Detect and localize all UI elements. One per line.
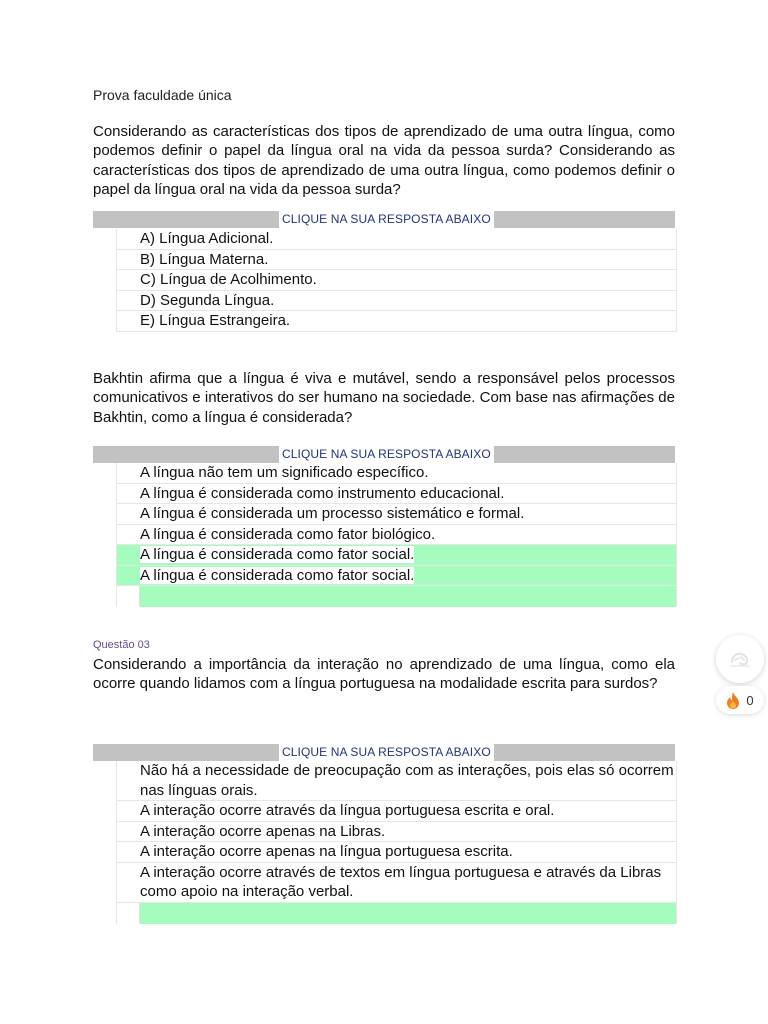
answer-header-1-label: CLIQUE NA SUA RESPOSTA ABAIXO [279,211,494,228]
document-title: Prova faculdade única [93,87,232,103]
fire-icon [726,692,740,709]
answer-list-3 [116,761,677,924]
fire-counter-value: 0 [746,692,754,708]
answer-highlight-bar-2 [117,586,676,607]
option-1d[interactable]: D) Segunda Língua. [117,291,676,312]
answer-header-3 [93,744,675,761]
question-2-text: Bakhtin afirma que a língua é viva e mutável, sendo a responsável pelos processos comunicativos e interativos do ser humano na sociedade. Com base nas afirmações de Bakhtin, como a língua é considerada? [93,370,675,426]
option-1c[interactable]: C) Língua de Acolhimento. [117,270,676,291]
option-2a[interactable]: A língua não tem um significado específico. [117,463,676,484]
answer-highlight-bar-3 [117,903,676,924]
option-3b[interactable]: A interação ocorre através da língua portuguesa escrita e oral. [117,801,676,822]
option-2e-highlighted[interactable]: A língua é considerada como fator social. [117,545,676,566]
answer-header-3-label: CLIQUE NA SUA RESPOSTA ABAIXO [279,744,494,761]
option-2d[interactable]: A língua é considerada como fator biológico. [117,525,676,546]
question-3-label: Questão 03 [93,639,150,651]
option-3e[interactable]: A interação ocorre através de textos em língua portuguesa e através da Libras como apoio na interação verbal. [117,863,676,903]
option-3d[interactable]: A interação ocorre apenas na língua portuguesa escrita. [117,842,676,863]
answer-list-1 [116,229,677,332]
option-3a[interactable]: Não há a necessidade de preocupação com as interações, pois elas só ocorrem nas línguas orais. [117,761,676,801]
answer-header-2-label: CLIQUE NA SUA RESPOSTA ABAIXO [279,446,494,463]
question-1-text: Considerando as características dos tipos de aprendizado de uma outra língua, como podemos definir o papel da língua oral na vida da pessoa surda? Considerando as características dos tipos de aprendizado de uma outra língua, como podemos definir o papel da língua oral na vida da pessoa surda? [93,123,675,198]
option-1a[interactable]: A) Língua Adicional. [117,229,676,250]
option-1e[interactable]: E) Língua Estrangeira. [117,311,676,332]
option-1b[interactable]: B) Língua Materna. [117,250,676,271]
option-2b[interactable]: A língua é considerada como instrumento educacional. [117,484,676,505]
floating-action-button[interactable] [716,635,764,683]
option-2c[interactable]: A língua é considerada um processo sistemático e formal. [117,504,676,525]
option-3c[interactable]: A interação ocorre apenas na Libras. [117,822,676,843]
answer-list-2 [116,463,677,607]
answer-header-1 [93,211,675,228]
question-3-text: Considerando a importância da interação no aprendizado de uma língua, como ela ocorre quando lidamos com a língua portuguesa na modalidade escrita para surdos? [93,656,675,693]
option-2f-highlighted[interactable]: A língua é considerada como fator social. [117,566,676,587]
doodle-icon [728,649,752,669]
answer-header-2 [93,446,675,463]
fire-counter-button[interactable] [716,686,764,714]
